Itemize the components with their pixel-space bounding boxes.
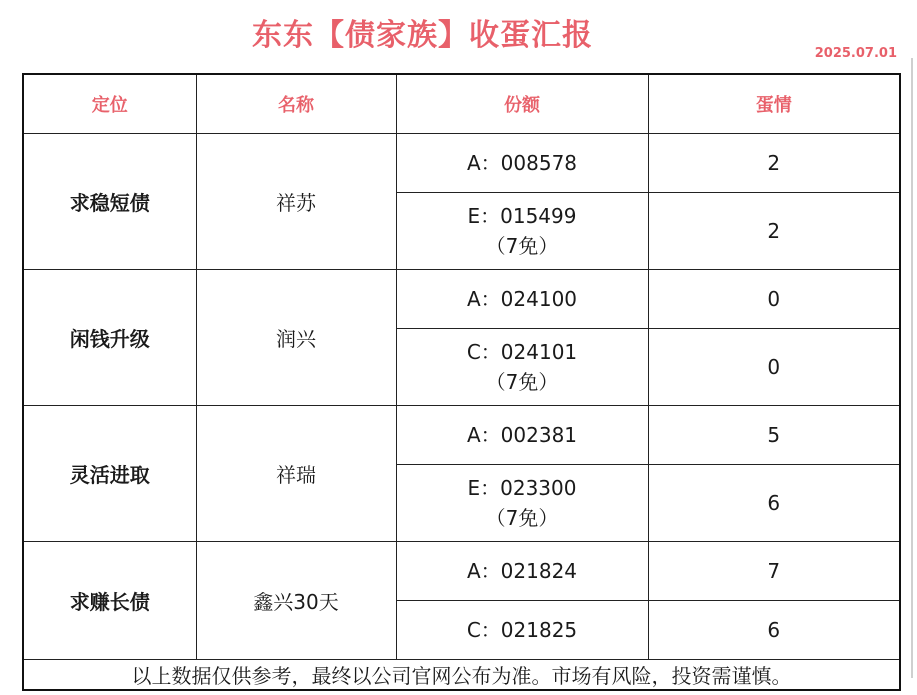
header-share: 份额 <box>396 74 648 134</box>
share-note: （7免） <box>485 506 559 530</box>
share-note: （7免） <box>485 234 559 258</box>
share-cell <box>396 406 648 465</box>
eggs-cell: 7 <box>648 542 900 601</box>
eggs-cell: 5 <box>648 406 900 465</box>
page-title: 东东【债家族】收蛋汇报 <box>252 18 593 53</box>
share-code: C：024101 <box>466 340 578 364</box>
share-code: C：021825 <box>466 618 578 642</box>
share-cell <box>396 193 648 270</box>
report-date: 2025.07.01 <box>814 46 897 61</box>
share-code: A：021824 <box>466 559 578 583</box>
share-cell <box>396 134 648 193</box>
share-cell <box>396 542 648 601</box>
share-code: A：008578 <box>466 151 578 175</box>
share-cell <box>396 329 648 406</box>
eggs-cell: 6 <box>648 601 900 660</box>
position-cell: 求赚长债 <box>23 542 196 660</box>
eggs-cell: 0 <box>648 270 900 329</box>
table-row <box>23 406 900 465</box>
eggs-cell: 2 <box>648 134 900 193</box>
eggs-cell: 6 <box>648 465 900 542</box>
table-header-row <box>23 74 900 134</box>
share-code: A：024100 <box>466 287 578 311</box>
share-cell <box>396 270 648 329</box>
position-cell: 灵活进取 <box>23 406 196 542</box>
header-eggs: 蛋情 <box>648 74 900 134</box>
share-code: E：023300 <box>467 476 577 500</box>
table-row <box>23 134 900 193</box>
fund-name-cell: 祥瑞 <box>196 406 396 542</box>
fund-name-cell: 润兴 <box>196 270 396 406</box>
fund-name-cell: 祥苏 <box>196 134 396 270</box>
eggs-cell: 0 <box>648 329 900 406</box>
fund-egg-table <box>22 73 901 691</box>
eggs-cell: 2 <box>648 193 900 270</box>
share-code: E：015499 <box>467 204 577 228</box>
share-note: （7免） <box>485 370 559 394</box>
share-cell <box>396 601 648 660</box>
footer-row <box>23 660 900 691</box>
fund-name-cell: 鑫兴30天 <box>196 542 396 660</box>
table-row <box>23 542 900 601</box>
share-code: A：002381 <box>466 423 578 447</box>
page-edge-divider <box>911 58 913 678</box>
table-row <box>23 270 900 329</box>
disclaimer-text: 以上数据仅供参考，最终以公司官网公布为准。市场有风险，投资需谨慎。 <box>23 660 900 691</box>
position-cell: 闲钱升级 <box>23 270 196 406</box>
header-name: 名称 <box>196 74 396 134</box>
header-position: 定位 <box>23 74 196 134</box>
position-cell: 求稳短债 <box>23 134 196 270</box>
share-cell <box>396 465 648 542</box>
